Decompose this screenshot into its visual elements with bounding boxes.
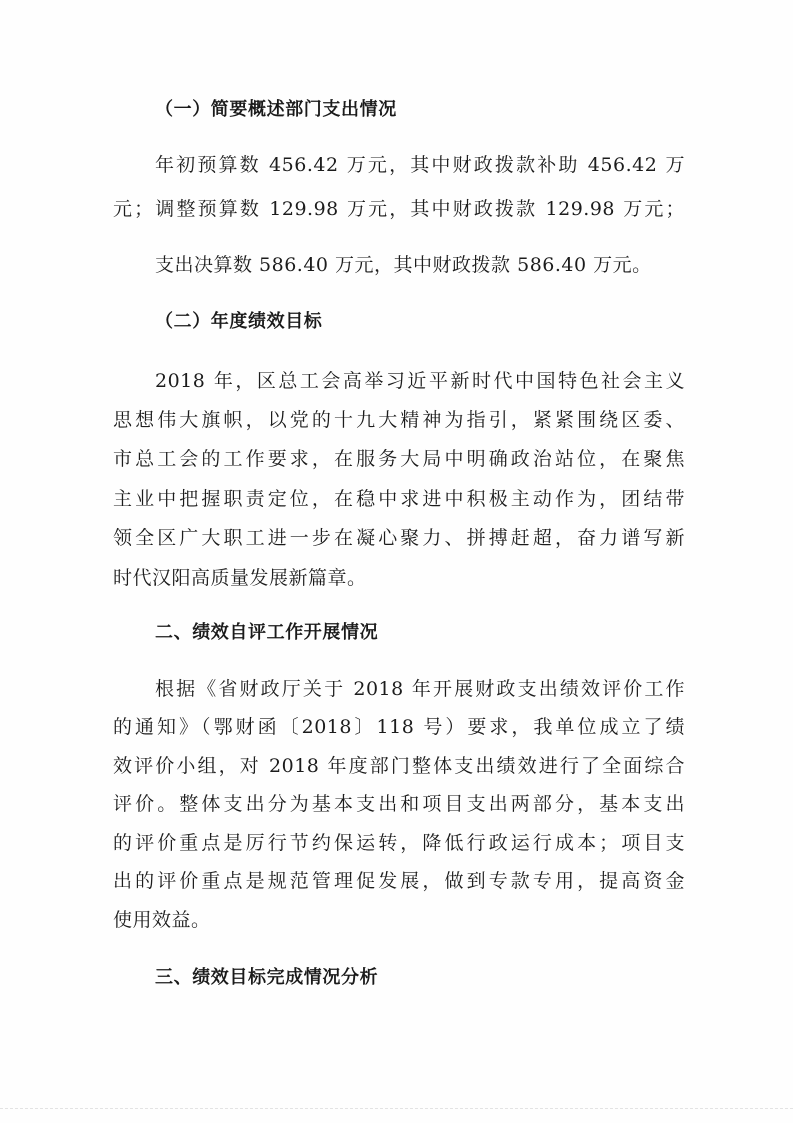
paragraph-line: 年初预算数 456.42 万元，其中财政拨款补助 456.42 万 xyxy=(155,154,685,176)
paragraph-line: 领全区广大职工进一步在凝心聚力、拼搏赶超，奋力谱写新 xyxy=(113,527,685,549)
heading-annual-goals: （二）年度绩效目标 xyxy=(155,311,323,332)
paragraph-line: 评价。整体支出分为基本支出和项目支出两部分，基本支出 xyxy=(113,793,685,815)
paragraph-line: 元；调整预算数 129.98 万元，其中财政拨款 129.98 万元； xyxy=(113,198,685,220)
paragraph-line: 支出决算数 586.40 万元，其中财政拨款 586.40 万元。 xyxy=(155,254,652,276)
paragraph-line: 的通知》（鄂财函〔2018〕118 号）要求，我单位成立了绩 xyxy=(113,716,685,738)
heading-expenditure-overview: （一）简要概述部门支出情况 xyxy=(155,99,397,120)
paragraph-line: 效评价小组，对 2018 年度部门整体支出绩效进行了全面综合 xyxy=(113,755,685,777)
paragraph-line: 市总工会的工作要求，在服务大局中明确政治站位，在聚焦 xyxy=(113,448,685,470)
paragraph-line: 使用效益。 xyxy=(113,909,211,931)
scan-edge-line xyxy=(0,1108,793,1109)
paragraph-line: 主业中把握职责定位，在稳中求进中积极主动作为，团结带 xyxy=(113,488,685,510)
paragraph-line: 时代汉阳高质量发展新篇章。 xyxy=(113,567,367,589)
paragraph-line: 思想伟大旗帜，以党的十九大精神为指引，紧紧围绕区委、 xyxy=(113,409,685,431)
heading-goal-completion-analysis: 三、绩效目标完成情况分析 xyxy=(155,967,379,988)
heading-self-evaluation: 二、绩效自评工作开展情况 xyxy=(155,622,379,643)
paragraph-line: 2018 年，区总工会高举习近平新时代中国特色社会主义 xyxy=(155,370,685,392)
paragraph-line: 根据《省财政厅关于 2018 年开展财政支出绩效评价工作 xyxy=(155,678,685,700)
paragraph-line: 的评价重点是厉行节约保运转，降低行政运行成本；项目支 xyxy=(113,832,685,854)
paragraph-line: 出的评价重点是规范管理促发展，做到专款专用，提高资金 xyxy=(113,870,685,892)
